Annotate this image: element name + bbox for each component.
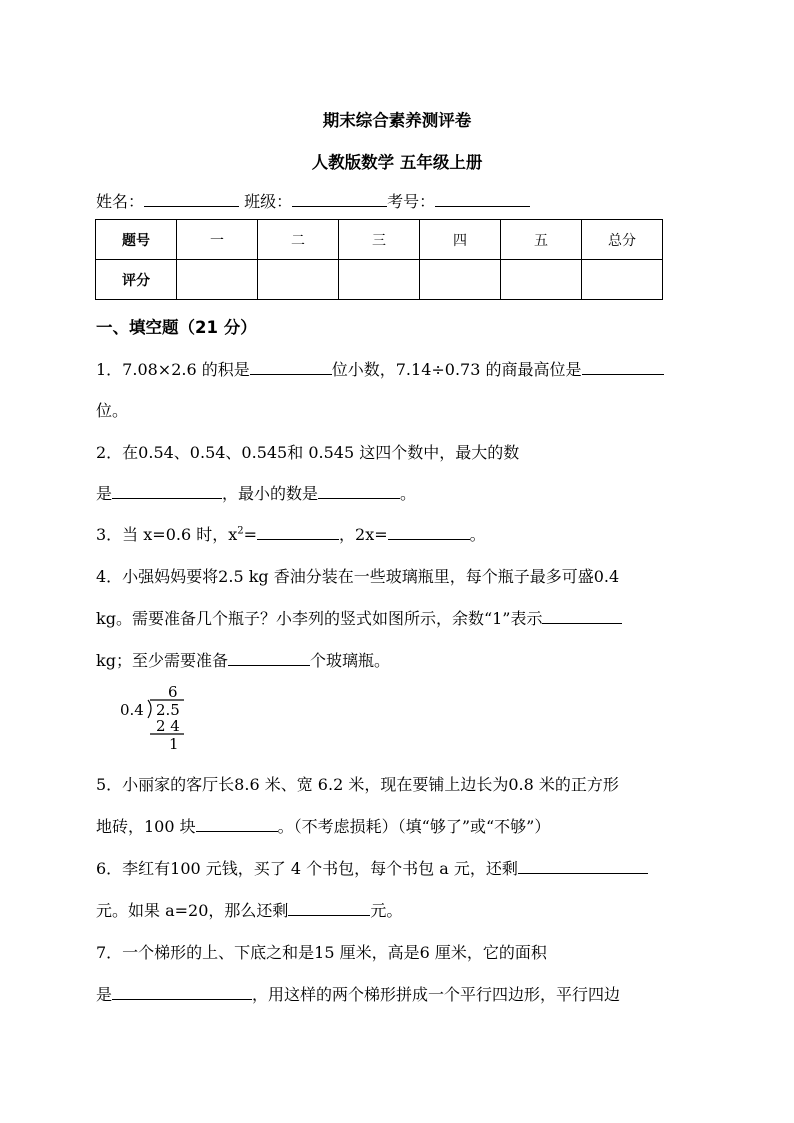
question-text: ，2x= <box>339 525 388 544</box>
question-4-line-1: 4．小强妈妈要将2.5 kg 香油分装在一些玻璃瓶里，每个瓶子最多可盛0.4 <box>96 567 620 586</box>
exam-subtitle: 人教版数学 五年级上册 <box>311 153 483 172</box>
score-cell[interactable] <box>339 260 420 300</box>
question-text: 个玻璃瓶。 <box>309 651 390 670</box>
question-text: 1．7.08×2.6 的积是 <box>96 360 250 379</box>
table-header-cell: 二 <box>258 220 339 260</box>
question-text: 。 <box>469 525 486 544</box>
score-row-label: 评分 <box>96 260 177 300</box>
id-field[interactable] <box>435 190 530 207</box>
long-division-figure <box>118 683 198 755</box>
division-dividend: 2.5 <box>156 701 180 719</box>
class-label: 班级： <box>244 192 293 211</box>
section-heading: 一、填空题（21 分） <box>96 318 257 337</box>
answer-blank[interactable] <box>250 358 332 375</box>
question-1-line-2: 位。 <box>96 401 129 420</box>
question-text: ，用这样的两个梯形拼成一个平行四边形，平行四边 <box>252 985 621 1004</box>
answer-blank[interactable] <box>288 899 370 916</box>
division-bracket <box>148 700 151 718</box>
question-text: 位小数，7.14÷0.73 的商最高位是 <box>331 360 582 379</box>
score-cell[interactable] <box>501 260 582 300</box>
name-field[interactable] <box>144 190 239 207</box>
question-text: = <box>243 525 258 544</box>
answer-blank[interactable] <box>542 607 622 624</box>
score-table <box>95 219 663 300</box>
question-6-line-2 <box>96 898 402 921</box>
score-cell[interactable] <box>177 260 258 300</box>
question-text: 。（不考虑损耗）（填“够了”或“不够”） <box>277 817 551 836</box>
question-7-line-2 <box>96 982 620 1005</box>
question-text: 元。 <box>370 901 403 920</box>
table-header-cell: 四 <box>420 220 501 260</box>
question-text: 3．当 x=0.6 时，x <box>96 525 238 544</box>
table-row <box>96 220 663 260</box>
id-label: 考号： <box>387 192 436 211</box>
table-header-cell: 总分 <box>582 220 663 260</box>
division-quotient: 6 <box>168 683 178 701</box>
name-label: 姓名： <box>96 192 145 211</box>
question-6-line-1 <box>96 856 648 879</box>
score-cell[interactable] <box>582 260 663 300</box>
exam-title: 期末综合素养测评卷 <box>322 111 472 130</box>
question-text: 。 <box>400 484 417 503</box>
answer-blank[interactable] <box>196 815 278 832</box>
question-text: 元。如果 a=20，那么还剩 <box>96 901 289 920</box>
question-3-line <box>96 522 486 545</box>
answer-blank[interactable] <box>388 523 470 540</box>
answer-blank[interactable] <box>112 482 222 499</box>
exponent: 2 <box>237 525 244 537</box>
table-row <box>96 260 663 300</box>
table-header-cell: 三 <box>339 220 420 260</box>
answer-blank[interactable] <box>228 649 310 666</box>
question-5-line-1: 5．小丽家的客厅长8.6 米、宽 6.2 米，现在要铺上边长为0.8 米的正方形 <box>96 775 619 794</box>
answer-blank[interactable] <box>518 857 648 874</box>
score-cell[interactable] <box>258 260 339 300</box>
question-text: 是 <box>96 985 113 1004</box>
question-2-line-2 <box>96 481 416 504</box>
class-field[interactable] <box>292 190 387 207</box>
answer-blank[interactable] <box>257 523 339 540</box>
question-text: ，最小的数是 <box>222 484 319 503</box>
score-cell[interactable] <box>420 260 501 300</box>
answer-blank[interactable] <box>318 482 400 499</box>
question-4-line-3 <box>96 648 390 671</box>
question-text: 6．李红有100 元钱，买了 4 个书包，每个书包 a 元，还剩 <box>96 859 518 878</box>
answer-blank[interactable] <box>582 358 664 375</box>
question-text: kg。需要准备几个瓶子？小李列的竖式如图所示，余数“1”表示 <box>96 609 543 628</box>
question-5-line-2 <box>96 814 550 837</box>
division-remainder: 1 <box>169 735 179 753</box>
question-text: 是 <box>96 484 113 503</box>
question-4-line-2 <box>96 606 622 629</box>
question-7-line-1: 7．一个梯形的上、下底之和是15 厘米，高是6 厘米，它的面积 <box>96 943 547 962</box>
question-text: 地砖，100 块 <box>96 817 196 836</box>
question-text: kg；至少需要准备 <box>96 651 228 670</box>
question-1-line-1 <box>96 357 664 380</box>
answer-blank[interactable] <box>112 983 252 1000</box>
table-header-cell: 题号 <box>96 220 177 260</box>
division-divisor: 0.4 <box>120 701 144 719</box>
table-header-cell: 一 <box>177 220 258 260</box>
question-2-line-1: 2．在0.54、0.54、0.545和 0.545 这四个数中，最大的数 <box>96 443 520 462</box>
student-info-row <box>96 189 530 212</box>
division-product: 2 4 <box>156 717 180 735</box>
table-header-cell: 五 <box>501 220 582 260</box>
